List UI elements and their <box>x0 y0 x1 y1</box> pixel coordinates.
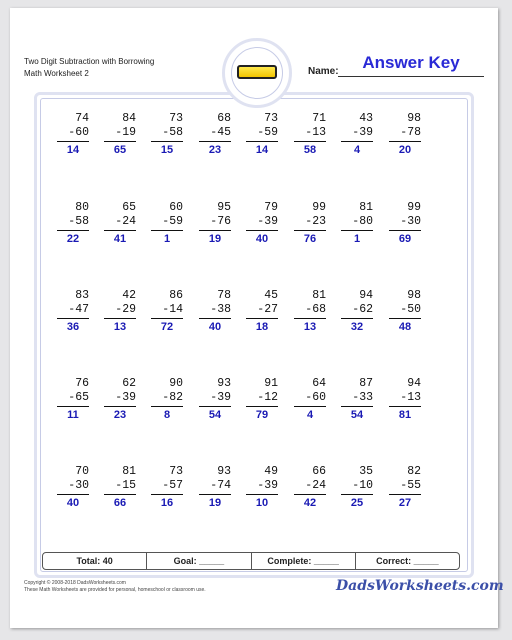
subtrahend: 78 <box>407 126 421 139</box>
problem <box>199 112 231 157</box>
subtrahend: 68 <box>312 303 326 316</box>
minuend: 93 <box>217 377 231 390</box>
problem <box>104 289 136 334</box>
subtrahend: 33 <box>359 391 373 404</box>
minuend: 94 <box>359 289 373 302</box>
problem <box>104 465 136 510</box>
subtrahend-row: -74 <box>210 479 231 492</box>
minuend: 35 <box>359 465 373 478</box>
answer-rule <box>246 318 278 319</box>
answer: 54 <box>350 409 364 421</box>
subtrahend: 60 <box>75 126 89 139</box>
answer: 16 <box>160 497 174 509</box>
minuend: 42 <box>122 289 136 302</box>
answer-rule <box>294 230 326 231</box>
minuend: 78 <box>217 289 231 302</box>
correct-field: Correct: _____ <box>376 556 439 566</box>
subtrahend: 14 <box>169 303 183 316</box>
subtrahend: 58 <box>75 215 89 228</box>
answer: 42 <box>303 497 317 509</box>
minuend: 99 <box>407 201 421 214</box>
subtrahend-row: -57 <box>162 479 183 492</box>
problem <box>199 201 231 246</box>
problem <box>246 112 278 157</box>
answer: 14 <box>255 144 269 156</box>
problem <box>294 289 326 334</box>
subtrahend-row: -60 <box>68 126 89 139</box>
subtrahend-row: -50 <box>400 303 421 316</box>
minuend: 91 <box>264 377 278 390</box>
minuend: 68 <box>217 112 231 125</box>
minuend: 43 <box>359 112 373 125</box>
answer: 13 <box>113 321 127 333</box>
answer: 19 <box>208 497 222 509</box>
minuend: 62 <box>122 377 136 390</box>
subtrahend: 80 <box>359 215 373 228</box>
answer: 23 <box>208 144 222 156</box>
subtrahend-row: -24 <box>305 479 326 492</box>
problem <box>151 112 183 157</box>
eraser-icon <box>237 65 277 79</box>
subtrahend-row: -39 <box>257 479 278 492</box>
answer-rule <box>151 141 183 142</box>
answer: 58 <box>303 144 317 156</box>
subtrahend: 23 <box>312 215 326 228</box>
minuend: 83 <box>75 289 89 302</box>
subtrahend-row: -58 <box>68 215 89 228</box>
subtrahend-row: -80 <box>352 215 373 228</box>
subtrahend-row: -47 <box>68 303 89 316</box>
answer: 40 <box>208 321 222 333</box>
minuend: 86 <box>169 289 183 302</box>
answer-rule <box>341 494 373 495</box>
answer: 22 <box>66 233 80 245</box>
subtrahend: 39 <box>217 391 231 404</box>
answer: 54 <box>208 409 222 421</box>
minuend: 95 <box>217 201 231 214</box>
subtrahend: 29 <box>122 303 136 316</box>
subtrahend: 13 <box>407 391 421 404</box>
problem <box>246 465 278 510</box>
subtrahend: 30 <box>407 215 421 228</box>
answer-rule <box>57 318 89 319</box>
subtrahend: 19 <box>122 126 136 139</box>
answer: 14 <box>66 144 80 156</box>
subtrahend: 27 <box>264 303 278 316</box>
subtrahend: 76 <box>217 215 231 228</box>
subtrahend: 57 <box>169 479 183 492</box>
minuend: 64 <box>312 377 326 390</box>
subtrahend: 39 <box>359 126 373 139</box>
answer-rule <box>57 230 89 231</box>
subtrahend: 59 <box>169 215 183 228</box>
subtrahend: 39 <box>264 479 278 492</box>
answer-rule <box>389 494 421 495</box>
answer-rule <box>104 141 136 142</box>
minuend: 73 <box>169 465 183 478</box>
problem <box>246 377 278 422</box>
subtrahend-row: -19 <box>115 126 136 139</box>
answer-rule <box>389 230 421 231</box>
minuend: 99 <box>312 201 326 214</box>
subtrahend: 10 <box>359 479 373 492</box>
problem <box>294 112 326 157</box>
minuend: 73 <box>264 112 278 125</box>
subtrahend: 82 <box>169 391 183 404</box>
answer: 81 <box>398 409 412 421</box>
subtrahend: 30 <box>75 479 89 492</box>
subtrahend: 55 <box>407 479 421 492</box>
subtrahend: 15 <box>122 479 136 492</box>
subtrahend-row: -39 <box>115 391 136 404</box>
answer: 4 <box>306 409 314 421</box>
answer: 79 <box>255 409 269 421</box>
answer: 13 <box>303 321 317 333</box>
minuend: 73 <box>169 112 183 125</box>
problem <box>151 465 183 510</box>
minuend: 45 <box>264 289 278 302</box>
subtrahend-row: -30 <box>400 215 421 228</box>
subtrahend: 13 <box>312 126 326 139</box>
answer: 18 <box>255 321 269 333</box>
answer-rule <box>57 406 89 407</box>
minuend: 82 <box>407 465 421 478</box>
problem <box>151 201 183 246</box>
answer-rule <box>199 230 231 231</box>
problem <box>104 112 136 157</box>
title-line-1: Two Digit Subtraction with Borrowing <box>24 57 155 66</box>
answer-rule <box>294 141 326 142</box>
subtrahend-row: -10 <box>352 479 373 492</box>
subtrahend-row: -68 <box>305 303 326 316</box>
answer: 19 <box>208 233 222 245</box>
subtrahend: 12 <box>264 391 278 404</box>
answer-rule <box>389 141 421 142</box>
problem <box>294 201 326 246</box>
answer-rule <box>151 318 183 319</box>
answer: 40 <box>255 233 269 245</box>
dadsworksheets-logo: DadsWorksheets.com <box>336 578 504 594</box>
subtrahend-row: -58 <box>162 126 183 139</box>
minuend: 94 <box>407 377 421 390</box>
minuend: 66 <box>312 465 326 478</box>
title-line-2: Math Worksheet 2 <box>24 69 89 78</box>
subtrahend: 38 <box>217 303 231 316</box>
minuend: 84 <box>122 112 136 125</box>
problem <box>294 377 326 422</box>
minuend: 74 <box>75 112 89 125</box>
subtrahend: 50 <box>407 303 421 316</box>
subtrahend-row: -65 <box>68 391 89 404</box>
answer: 65 <box>113 144 127 156</box>
subtrahend: 74 <box>217 479 231 492</box>
worksheet-title <box>24 56 154 80</box>
answer: 72 <box>160 321 174 333</box>
subtrahend: 58 <box>169 126 183 139</box>
subtrahend: 24 <box>312 479 326 492</box>
minuend: 71 <box>312 112 326 125</box>
problem <box>246 289 278 334</box>
problem <box>341 377 373 422</box>
minuend: 76 <box>75 377 89 390</box>
subtrahend-row: -29 <box>115 303 136 316</box>
answer: 11 <box>67 409 79 421</box>
complete-field: Complete: _____ <box>252 553 356 569</box>
eraser-medallion <box>222 38 292 108</box>
problem <box>389 289 421 334</box>
answer-rule <box>294 406 326 407</box>
minuend: 60 <box>169 201 183 214</box>
answer-rule <box>389 406 421 407</box>
answer: 27 <box>398 497 412 509</box>
answer-rule <box>104 494 136 495</box>
minuend: 49 <box>264 465 278 478</box>
subtrahend-row: -59 <box>162 215 183 228</box>
problem <box>389 377 421 422</box>
minuend: 80 <box>75 201 89 214</box>
minuend: 81 <box>312 289 326 302</box>
subtrahend-row: -45 <box>210 126 231 139</box>
minuend: 81 <box>359 201 373 214</box>
minuend: 87 <box>359 377 373 390</box>
total-field: Total: 40 <box>43 553 147 569</box>
problem <box>57 201 89 246</box>
minuend: 81 <box>122 465 136 478</box>
answer-rule <box>199 406 231 407</box>
minuend: 98 <box>407 112 421 125</box>
problem <box>57 112 89 157</box>
answer: 1 <box>163 233 171 245</box>
score-bar <box>42 552 460 570</box>
problem <box>341 289 373 334</box>
name-line <box>338 76 484 77</box>
subtrahend-row: -60 <box>305 391 326 404</box>
answer-rule <box>341 318 373 319</box>
subtrahend-row: -24 <box>115 215 136 228</box>
answer-rule <box>199 318 231 319</box>
problem <box>389 112 421 157</box>
answer: 76 <box>303 233 317 245</box>
answer-rule <box>151 406 183 407</box>
copyright-line-2: These Math Worksheets are provided for personal, homeschool or classroom use. <box>24 587 206 593</box>
problem <box>341 201 373 246</box>
answer-rule <box>57 141 89 142</box>
copyright <box>24 580 206 594</box>
answer: 8 <box>163 409 171 421</box>
answer: 1 <box>353 233 361 245</box>
answer-rule <box>389 318 421 319</box>
subtrahend-row: -38 <box>210 303 231 316</box>
subtrahend-row: -62 <box>352 303 373 316</box>
minuend: 65 <box>122 201 136 214</box>
problem <box>389 201 421 246</box>
subtrahend-row: -30 <box>68 479 89 492</box>
answer: 40 <box>66 497 80 509</box>
answer-rule <box>294 494 326 495</box>
answer-rule <box>246 141 278 142</box>
subtrahend-row: -27 <box>257 303 278 316</box>
answer-rule <box>199 494 231 495</box>
subtrahend: 65 <box>75 391 89 404</box>
copyright-line-1: Copyright © 2008-2018 DadsWorksheets.com <box>24 580 126 586</box>
subtrahend-row: -39 <box>352 126 373 139</box>
problem <box>341 112 373 157</box>
answer-rule <box>246 230 278 231</box>
subtrahend-row: -12 <box>257 391 278 404</box>
subtrahend: 24 <box>122 215 136 228</box>
answer: 10 <box>255 497 269 509</box>
answer: 36 <box>66 321 80 333</box>
answer: 20 <box>398 144 412 156</box>
answer-rule <box>57 494 89 495</box>
subtrahend-row: -82 <box>162 391 183 404</box>
subtrahend-row: -13 <box>400 391 421 404</box>
minuend: 79 <box>264 201 278 214</box>
problem <box>57 377 89 422</box>
problem <box>389 465 421 510</box>
subtrahend-row: -59 <box>257 126 278 139</box>
answer-rule <box>104 406 136 407</box>
problem <box>246 201 278 246</box>
problem <box>199 465 231 510</box>
minuend: 90 <box>169 377 183 390</box>
subtrahend-row: -23 <box>305 215 326 228</box>
problem <box>151 289 183 334</box>
subtrahend: 45 <box>217 126 231 139</box>
subtrahend: 60 <box>312 391 326 404</box>
answer-rule <box>246 494 278 495</box>
problem <box>294 465 326 510</box>
subtrahend: 39 <box>122 391 136 404</box>
problem <box>57 465 89 510</box>
answer-rule <box>341 230 373 231</box>
name-label: Name: <box>308 66 339 77</box>
answer: 23 <box>113 409 127 421</box>
answer: 48 <box>398 321 412 333</box>
problem <box>199 289 231 334</box>
problem <box>151 377 183 422</box>
answer: 4 <box>353 144 361 156</box>
subtrahend: 62 <box>359 303 373 316</box>
problem <box>104 377 136 422</box>
answer: 41 <box>113 233 127 245</box>
answer-rule <box>341 406 373 407</box>
answer-rule <box>246 406 278 407</box>
answer: 25 <box>350 497 364 509</box>
minuend: 98 <box>407 289 421 302</box>
subtrahend-row: -39 <box>257 215 278 228</box>
answer-rule <box>104 318 136 319</box>
subtrahend-row: -15 <box>115 479 136 492</box>
subtrahend: 59 <box>264 126 278 139</box>
answer: 32 <box>350 321 364 333</box>
subtrahend: 39 <box>264 215 278 228</box>
answer-rule <box>199 141 231 142</box>
problem <box>341 465 373 510</box>
answer: 15 <box>160 144 174 156</box>
answer-rule <box>341 141 373 142</box>
subtrahend-row: -39 <box>210 391 231 404</box>
answer: 69 <box>398 233 412 245</box>
subtrahend-row: -76 <box>210 215 231 228</box>
problem <box>57 289 89 334</box>
answer-rule <box>151 230 183 231</box>
minuend: 93 <box>217 465 231 478</box>
problem <box>104 201 136 246</box>
subtrahend: 47 <box>75 303 89 316</box>
minuend: 70 <box>75 465 89 478</box>
answer: 66 <box>113 497 127 509</box>
subtrahend-row: -13 <box>305 126 326 139</box>
answer-rule <box>151 494 183 495</box>
subtrahend-row: -14 <box>162 303 183 316</box>
subtrahend-row: -55 <box>400 479 421 492</box>
subtrahend-row: -33 <box>352 391 373 404</box>
subtrahend-row: -78 <box>400 126 421 139</box>
goal-field: Goal: _____ <box>147 553 251 569</box>
answer-key-label: Answer Key <box>362 53 460 72</box>
answer-rule <box>104 230 136 231</box>
answer-rule <box>294 318 326 319</box>
problem <box>199 377 231 422</box>
